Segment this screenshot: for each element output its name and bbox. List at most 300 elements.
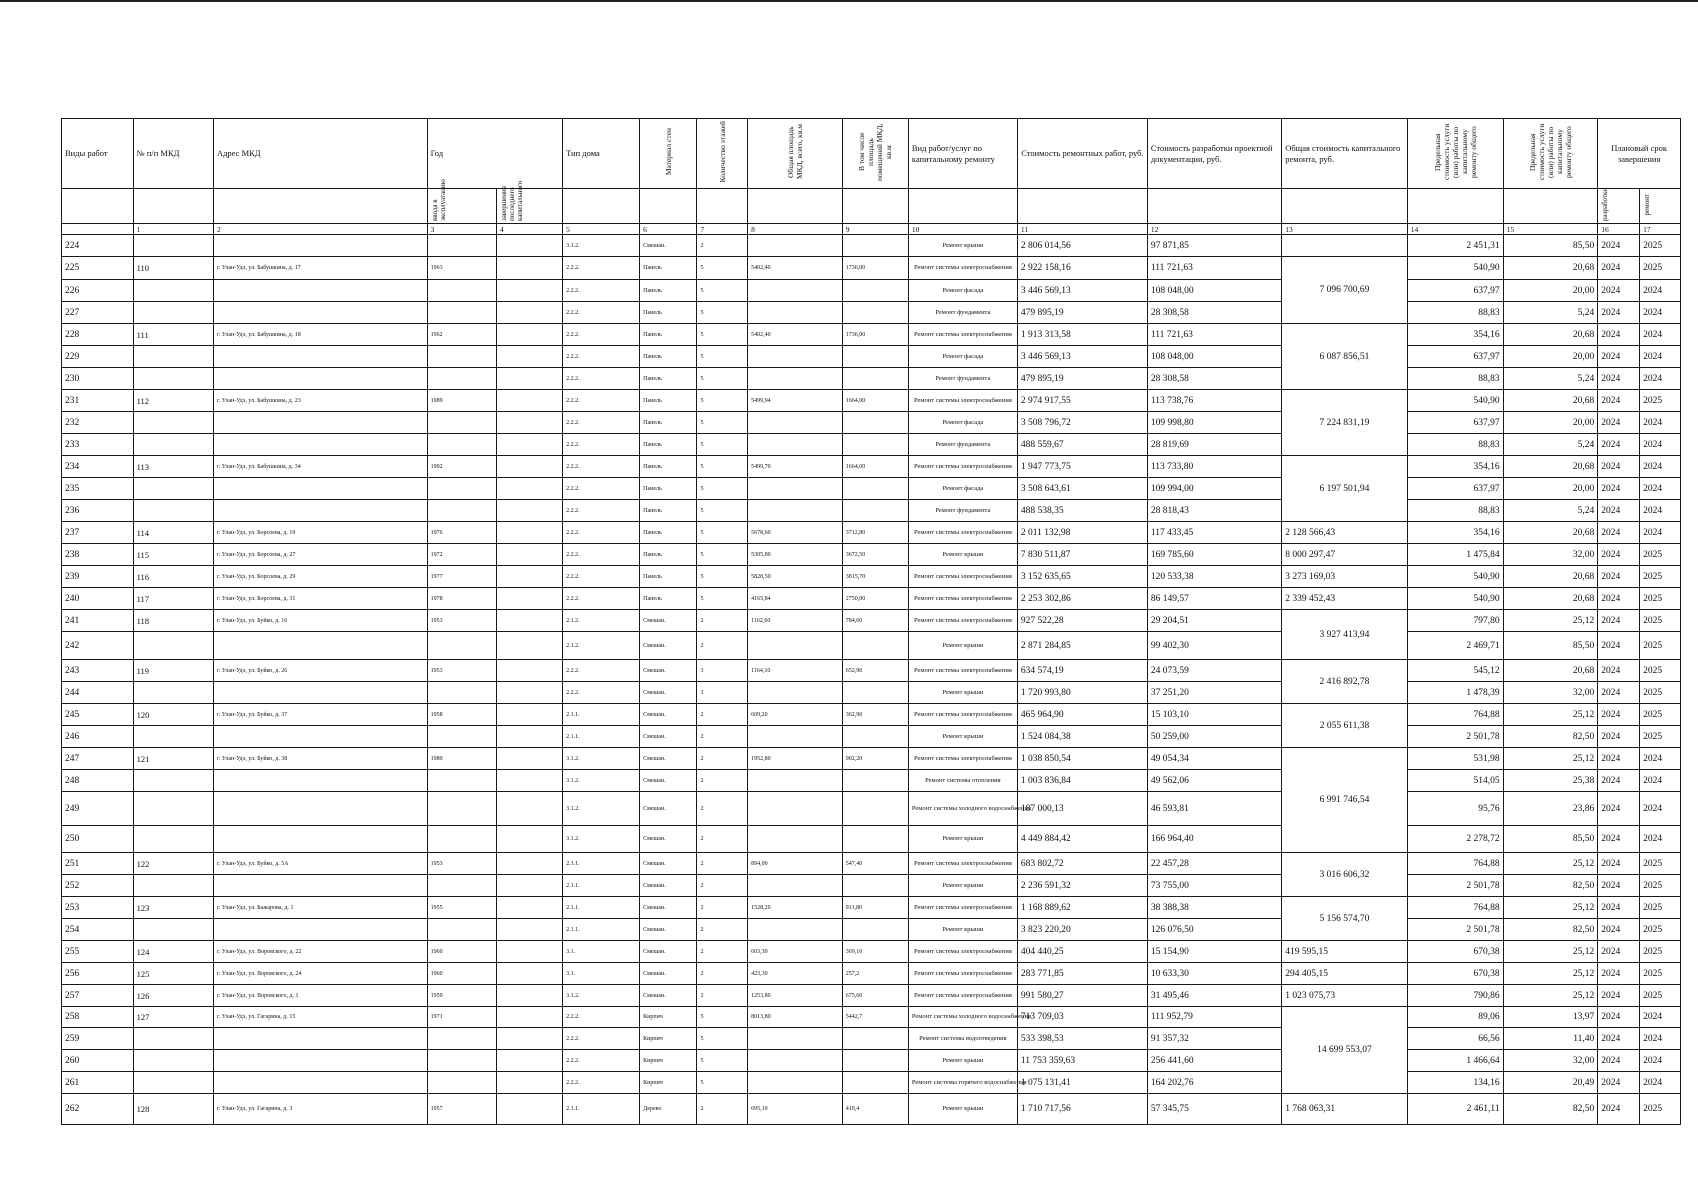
total-area-cell [748, 235, 843, 257]
work-kind-cell: Ремонт системы электроснабжения [908, 897, 1017, 919]
repair-cost-cell: 927 522,28 [1017, 610, 1147, 632]
design-cost-cell: 256 441,60 [1147, 1050, 1281, 1072]
total-area-cell [748, 500, 843, 522]
total-area-cell [748, 632, 843, 660]
limit-cost-2-cell: 32,00 [1503, 1050, 1598, 1072]
house-type-cell: 2.1.1. [563, 726, 640, 748]
address-cell [213, 919, 427, 941]
total-area-cell: 5499,94 [748, 390, 843, 412]
wall-material-cell: Панель [640, 324, 697, 346]
limit-cost-2-cell: 25,12 [1503, 985, 1598, 1007]
mkd-number [133, 500, 213, 522]
design-cost-cell: 126 076,50 [1147, 919, 1281, 941]
premises-area-cell [842, 434, 908, 456]
address-cell [213, 478, 427, 500]
design-cost-cell: 29 204,51 [1147, 610, 1281, 632]
wall-material-cell: Смешан. [640, 853, 697, 875]
premises-area-cell: 5442,7 [842, 1007, 908, 1028]
house-type-cell: 3.1.2. [563, 826, 640, 853]
mkd-number: 114 [133, 522, 213, 544]
term-repair-cell: 2025 [1640, 660, 1681, 682]
work-kind-cell: Ремонт фасада [908, 412, 1017, 434]
premises-area-cell: 1736,00 [842, 324, 908, 346]
premises-area-cell: 1736,00 [842, 257, 908, 280]
limit-cost-1-cell: 540,90 [1407, 566, 1503, 588]
wall-material-cell: Смешан. [640, 919, 697, 941]
limit-cost-1-cell: 2 461,11 [1407, 1094, 1503, 1125]
premises-area-cell: 2750,00 [842, 588, 908, 610]
address-cell: г. Улан-Удэ, ул. Гагарина, д. 3 [213, 1094, 427, 1125]
limit-cost-1-cell: 637,97 [1407, 346, 1503, 368]
term-design-cell: 2024 [1598, 704, 1640, 726]
work-kind-cell: Ремонт системы электроснабжения [908, 566, 1017, 588]
year-last-repair-cell [497, 941, 563, 963]
term-design-cell: 2024 [1598, 412, 1640, 434]
mkd-number [133, 682, 213, 704]
repair-cost-cell: 3 152 635,65 [1017, 566, 1147, 588]
row-number: 232 [62, 412, 134, 434]
wall-material-cell: Смешан. [640, 985, 697, 1007]
year-commission-cell: 1959 [427, 985, 496, 1007]
year-last-repair-cell [497, 500, 563, 522]
floors-cell: 5 [697, 456, 748, 478]
year-last-repair-cell [497, 346, 563, 368]
table-row [62, 566, 1681, 588]
limit-cost-1-cell: 637,97 [1407, 412, 1503, 434]
mkd-number: 121 [133, 748, 213, 770]
design-cost-cell: 49 054,34 [1147, 748, 1281, 770]
year-commission-cell: 1963 [427, 257, 496, 280]
limit-cost-2-cell: 25,12 [1503, 897, 1598, 919]
total-area-cell [748, 346, 843, 368]
design-cost-cell: 28 308,58 [1147, 302, 1281, 324]
work-kind-cell: Ремонт крыши [908, 632, 1017, 660]
house-type-cell: 2.1.1. [563, 919, 640, 941]
total-area-cell [748, 919, 843, 941]
premises-area-cell: 362,90 [842, 704, 908, 726]
term-repair-cell: 2025 [1640, 704, 1681, 726]
table-row [62, 660, 1681, 682]
year-commission-cell: 1960 [427, 963, 496, 985]
mkd-number: 117 [133, 588, 213, 610]
premises-area-cell [842, 235, 908, 257]
design-cost-cell: 97 871,85 [1147, 235, 1281, 257]
row-number: 246 [62, 726, 134, 748]
repair-cost-cell: 488 559,67 [1017, 434, 1147, 456]
year-last-repair-cell [497, 726, 563, 748]
limit-cost-1-cell: 540,90 [1407, 588, 1503, 610]
year-last-repair-cell [497, 963, 563, 985]
year-commission-cell [427, 826, 496, 853]
design-cost-cell: 120 533,38 [1147, 566, 1281, 588]
address-cell: г. Улан-Удэ, ул. Буйко, д. 37 [213, 704, 427, 726]
total-area-cell: 695,10 [748, 1094, 843, 1125]
limit-cost-2-cell: 25,12 [1503, 941, 1598, 963]
year-last-repair-cell [497, 302, 563, 324]
floors-cell: 2 [697, 726, 748, 748]
limit-cost-1-cell: 1 466,64 [1407, 1050, 1503, 1072]
premises-area-cell: 3672,50 [842, 544, 908, 566]
total-cost-merged-cell: 6 087 856,51 [1282, 324, 1408, 390]
premises-area-cell: 784,60 [842, 610, 908, 632]
wall-material-cell: Смешан. [640, 963, 697, 985]
floors-cell: 2 [697, 610, 748, 632]
total-cost-merged-cell: 3 016 606,32 [1282, 853, 1408, 897]
total-area-cell: 603,30 [748, 941, 843, 963]
total-area-cell [748, 1028, 843, 1050]
year-commission-cell [427, 302, 496, 324]
year-commission-cell: 1976 [427, 522, 496, 544]
table-row [62, 346, 1681, 368]
year-last-repair-cell [497, 632, 563, 660]
house-type-cell: 2.2.2. [563, 1028, 640, 1050]
limit-cost-2-cell: 32,00 [1503, 682, 1598, 704]
header-work-kind: Вид работ/услуг по капитальному ремонту [908, 119, 1017, 189]
house-type-cell: 2.2.2. [563, 412, 640, 434]
table-row [62, 610, 1681, 632]
work-kind-cell: Ремонт системы горячего водоснабжения [908, 1072, 1017, 1094]
year-last-repair-cell [497, 368, 563, 390]
total-area-cell: 8013,80 [748, 1007, 843, 1028]
header-year-last-repair: завершения последнего капитального [500, 180, 524, 221]
house-type-cell: 3.1. [563, 963, 640, 985]
work-kind-cell: Ремонт системы электроснабжения [908, 748, 1017, 770]
repair-cost-cell: 3 446 569,13 [1017, 280, 1147, 302]
repair-cost-cell: 3 823 220,20 [1017, 919, 1147, 941]
premises-area-cell [842, 770, 908, 792]
limit-cost-2-cell: 20,00 [1503, 478, 1598, 500]
term-design-cell: 2024 [1598, 280, 1640, 302]
limit-cost-1-cell: 2 501,78 [1407, 726, 1503, 748]
term-design-cell: 2024 [1598, 985, 1640, 1007]
term-repair-cell: 2024 [1640, 1050, 1681, 1072]
table-row [62, 1050, 1681, 1072]
address-cell: г. Улан-Удэ, ул. Бабушкина, д. 18 [213, 324, 427, 346]
work-kind-cell: Ремонт системы холодного водоснабжения [908, 792, 1017, 826]
address-cell [213, 1072, 427, 1094]
house-type-cell: 3.1.2. [563, 985, 640, 1007]
mkd-number: 122 [133, 853, 213, 875]
floors-cell: 2 [697, 963, 748, 985]
term-repair-cell: 2024 [1640, 770, 1681, 792]
mkd-number: 118 [133, 610, 213, 632]
term-design-cell: 2024 [1598, 346, 1640, 368]
total-cost-cell: 3 273 169,03 [1282, 566, 1408, 588]
house-type-cell: 2.2.2. [563, 302, 640, 324]
design-cost-cell: 99 402,30 [1147, 632, 1281, 660]
year-commission-cell: 1978 [427, 588, 496, 610]
header-house-type: Тип дома [563, 119, 640, 189]
term-repair-cell: 2024 [1640, 302, 1681, 324]
work-kind-cell: Ремонт крыши [908, 726, 1017, 748]
row-number: 245 [62, 704, 134, 726]
table-row [62, 853, 1681, 875]
table-row [62, 368, 1681, 390]
premises-area-cell: 419,4 [842, 1094, 908, 1125]
premises-area-cell [842, 478, 908, 500]
wall-material-cell: Смешан. [640, 610, 697, 632]
limit-cost-1-cell: 531,98 [1407, 748, 1503, 770]
limit-cost-1-cell: 2 451,31 [1407, 235, 1503, 257]
term-repair-cell: 2025 [1640, 257, 1681, 280]
house-type-cell: 3.1.2. [563, 770, 640, 792]
limit-cost-1-cell: 89,06 [1407, 1007, 1503, 1028]
design-cost-cell: 91 357,32 [1147, 1028, 1281, 1050]
premises-area-cell [842, 1028, 908, 1050]
table-row [62, 897, 1681, 919]
design-cost-cell: 117 433,45 [1147, 522, 1281, 544]
repair-cost-cell: 7 830 511,87 [1017, 544, 1147, 566]
term-repair-cell: 2024 [1640, 522, 1681, 544]
mkd-number [133, 919, 213, 941]
total-area-cell: 5402,40 [748, 257, 843, 280]
limit-cost-2-cell: 5,24 [1503, 368, 1598, 390]
year-last-repair-cell [497, 792, 563, 826]
house-type-cell: 2.1.1. [563, 704, 640, 726]
total-cost-cell: 8 000 297,47 [1282, 544, 1408, 566]
year-commission-cell [427, 632, 496, 660]
address-cell [213, 235, 427, 257]
address-cell [213, 726, 427, 748]
header-year-commission: ввода в эксплуатацию [430, 179, 447, 221]
total-area-cell: 5499,70 [748, 456, 843, 478]
work-kind-cell: Ремонт системы электроснабжения [908, 660, 1017, 682]
floors-cell: 5 [697, 1028, 748, 1050]
year-last-repair-cell [497, 1050, 563, 1072]
year-last-repair-cell [497, 610, 563, 632]
term-repair-cell: 2025 [1640, 919, 1681, 941]
term-design-cell: 2024 [1598, 660, 1640, 682]
mkd-number [133, 1072, 213, 1094]
design-cost-cell: 164 202,76 [1147, 1072, 1281, 1094]
row-number: 233 [62, 434, 134, 456]
house-type-cell: 2.2.2. [563, 1007, 640, 1028]
address-cell: г. Улан-Удэ, ул. Борсоева, д. 31 [213, 588, 427, 610]
header-address: Адрес МКД [213, 119, 427, 189]
work-kind-cell: Ремонт системы электроснабжения [908, 588, 1017, 610]
address-cell [213, 412, 427, 434]
total-area-cell [748, 792, 843, 826]
term-repair-cell: 2025 [1640, 1094, 1681, 1125]
limit-cost-2-cell: 13,97 [1503, 1007, 1598, 1028]
wall-material-cell: Смешан. [640, 792, 697, 826]
house-type-cell: 2.2.2. [563, 346, 640, 368]
house-type-cell: 2.1.2. [563, 632, 640, 660]
repair-cost-cell: 187 000,13 [1017, 792, 1147, 826]
work-kind-cell: Ремонт фасада [908, 346, 1017, 368]
repair-cost-cell: 404 440,25 [1017, 941, 1147, 963]
header-row [62, 119, 1681, 189]
total-area-cell: 1162,60 [748, 610, 843, 632]
wall-material-cell: Смешан. [640, 726, 697, 748]
total-cost-merged-cell: 14 699 553,07 [1282, 1007, 1408, 1094]
term-design-cell: 2024 [1598, 726, 1640, 748]
wall-material-cell: Панель [640, 478, 697, 500]
address-cell: г. Улан-Удэ, ул. Бабушкина, д. 17 [213, 257, 427, 280]
row-number: 228 [62, 324, 134, 346]
premises-area-cell [842, 792, 908, 826]
floors-cell: 2 [697, 1094, 748, 1125]
limit-cost-1-cell: 2 278,72 [1407, 826, 1503, 853]
house-type-cell: 2.2.2. [563, 390, 640, 412]
premises-area-cell [842, 919, 908, 941]
limit-cost-2-cell: 23,86 [1503, 792, 1598, 826]
row-number: 253 [62, 897, 134, 919]
header-planned-term: Плановый срок завершения [1598, 119, 1681, 189]
limit-cost-1-cell: 540,90 [1407, 257, 1503, 280]
header-term-repair: ремонт [1643, 194, 1652, 216]
floors-cell: 5 [697, 412, 748, 434]
work-kind-cell: Ремонт фундамента [908, 434, 1017, 456]
floors-cell: 5 [697, 500, 748, 522]
total-area-cell: 4165,84 [748, 588, 843, 610]
floors-cell: 5 [697, 1072, 748, 1094]
limit-cost-1-cell: 354,16 [1407, 324, 1503, 346]
limit-cost-1-cell: 2 501,78 [1407, 919, 1503, 941]
year-commission-cell: 1962 [427, 324, 496, 346]
repair-cost-cell: 634 574,19 [1017, 660, 1147, 682]
limit-cost-2-cell: 82,50 [1503, 1094, 1598, 1125]
term-design-cell: 2024 [1598, 566, 1640, 588]
year-commission-cell: 1957 [427, 1094, 496, 1125]
work-kind-cell: Ремонт системы электроснабжения [908, 704, 1017, 726]
table-row [62, 522, 1681, 544]
year-commission-cell [427, 368, 496, 390]
premises-area-cell [842, 1072, 908, 1094]
design-cost-cell: 10 633,30 [1147, 963, 1281, 985]
address-cell [213, 792, 427, 826]
year-commission-cell [427, 1028, 496, 1050]
limit-cost-1-cell: 88,83 [1407, 368, 1503, 390]
premises-area-cell: 3712,80 [842, 522, 908, 544]
design-cost-cell: 109 998,80 [1147, 412, 1281, 434]
floors-cell: 5 [697, 390, 748, 412]
year-last-repair-cell [497, 1007, 563, 1028]
year-commission-cell [427, 1072, 496, 1094]
address-cell: г. Улан-Удэ, ул. Буйко, д. 5А [213, 853, 427, 875]
mkd-number [133, 632, 213, 660]
row-number: 236 [62, 500, 134, 522]
address-cell: г. Улан-Удэ, ул. Буйко, д. 26 [213, 660, 427, 682]
floors-cell: 2 [697, 985, 748, 1007]
term-design-cell: 2024 [1598, 632, 1640, 660]
work-kind-cell: Ремонт системы электроснабжения [908, 610, 1017, 632]
repair-cost-cell: 1 947 773,75 [1017, 456, 1147, 478]
address-cell [213, 368, 427, 390]
work-kind-cell: Ремонт системы электроснабжения [908, 324, 1017, 346]
table-row [62, 875, 1681, 897]
house-type-cell: 2.2.2. [563, 544, 640, 566]
table-row [62, 726, 1681, 748]
mkd-number: 119 [133, 660, 213, 682]
wall-material-cell: Панель [640, 522, 697, 544]
wall-material-cell: Панель [640, 566, 697, 588]
year-commission-cell [427, 726, 496, 748]
year-commission-cell [427, 500, 496, 522]
house-type-cell: 2.1.1. [563, 897, 640, 919]
limit-cost-1-cell: 764,88 [1407, 853, 1503, 875]
year-commission-cell [427, 412, 496, 434]
year-last-repair-cell [497, 434, 563, 456]
total-area-cell [748, 1072, 843, 1094]
limit-cost-1-cell: 2 501,78 [1407, 875, 1503, 897]
total-cost-merged-cell: 2 416 892,78 [1282, 660, 1408, 704]
wall-material-cell: Панель [640, 412, 697, 434]
row-number: 256 [62, 963, 134, 985]
premises-area-cell [842, 682, 908, 704]
mkd-number [133, 875, 213, 897]
year-commission-cell: 1955 [427, 897, 496, 919]
term-repair-cell: 2025 [1640, 544, 1681, 566]
premises-area-cell: 257,2 [842, 963, 908, 985]
wall-material-cell: Кирпич [640, 1007, 697, 1028]
house-type-cell: 2.1.1. [563, 853, 640, 875]
mkd-number: 127 [133, 1007, 213, 1028]
repair-cost-cell: 3 446 569,13 [1017, 346, 1147, 368]
mkd-number [133, 1028, 213, 1050]
term-repair-cell: 2025 [1640, 390, 1681, 412]
wall-material-cell: Смешан. [640, 704, 697, 726]
term-repair-cell: 2024 [1640, 792, 1681, 826]
address-cell [213, 346, 427, 368]
repair-cost-cell: 11 753 359,63 [1017, 1050, 1147, 1072]
repair-cost-cell: 1 038 850,54 [1017, 748, 1147, 770]
row-number: 227 [62, 302, 134, 324]
limit-cost-2-cell: 25,12 [1503, 853, 1598, 875]
limit-cost-1-cell: 545,12 [1407, 660, 1503, 682]
table-row [62, 1007, 1681, 1028]
floors-cell: 2 [697, 897, 748, 919]
table-row [62, 257, 1681, 280]
year-last-repair-cell [497, 566, 563, 588]
total-area-cell: 1528,20 [748, 897, 843, 919]
house-type-cell: 2.2.2. [563, 566, 640, 588]
repair-cost-cell: 3 508 796,72 [1017, 412, 1147, 434]
term-design-cell: 2024 [1598, 478, 1640, 500]
address-cell: г. Улан-Удэ, ул. Буйко, д. 38 [213, 748, 427, 770]
term-repair-cell: 2025 [1640, 726, 1681, 748]
work-kind-cell: Ремонт фасада [908, 280, 1017, 302]
floors-cell: 5 [697, 566, 748, 588]
design-cost-cell: 46 593,81 [1147, 792, 1281, 826]
work-kind-cell: Ремонт крыши [908, 682, 1017, 704]
design-cost-cell: 111 721,63 [1147, 257, 1281, 280]
address-cell [213, 826, 427, 853]
row-number: 244 [62, 682, 134, 704]
floors-cell: 2 [697, 632, 748, 660]
year-last-repair-cell [497, 826, 563, 853]
row-number: 225 [62, 257, 134, 280]
limit-cost-2-cell: 20,68 [1503, 456, 1598, 478]
row-number: 249 [62, 792, 134, 826]
mkd-number: 111 [133, 324, 213, 346]
term-design-cell: 2024 [1598, 853, 1640, 875]
repair-cost-cell: 2 236 591,32 [1017, 875, 1147, 897]
address-cell: г. Улан-Удэ, ул. Бабушкина, д. 23 [213, 390, 427, 412]
design-cost-cell: 49 562,06 [1147, 770, 1281, 792]
table-row [62, 1028, 1681, 1050]
work-kind-cell: Ремонт системы отопления [908, 770, 1017, 792]
repair-cost-cell: 1 003 836,84 [1017, 770, 1147, 792]
limit-cost-1-cell: 514,05 [1407, 770, 1503, 792]
row-number: 226 [62, 280, 134, 302]
table-row [62, 985, 1681, 1007]
year-last-repair-cell [497, 704, 563, 726]
total-cost-cell: 2 339 452,43 [1282, 588, 1408, 610]
premises-area-cell [842, 875, 908, 897]
table-row [62, 682, 1681, 704]
header-mkd-number: № п/п МКД [133, 119, 213, 189]
